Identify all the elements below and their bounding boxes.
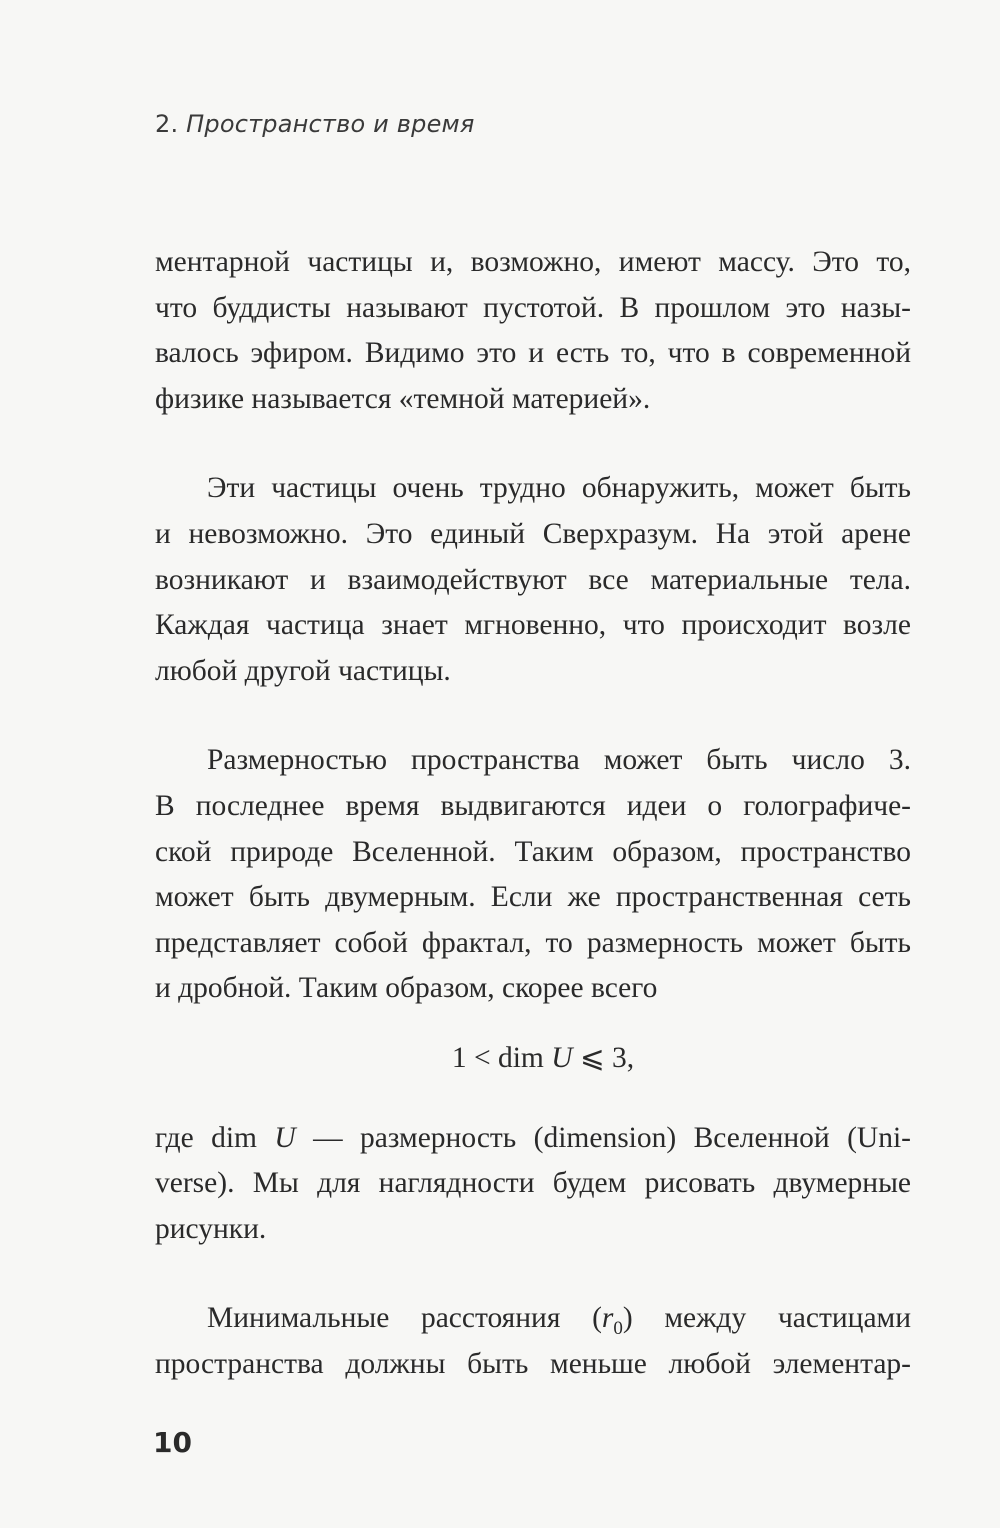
- page-number: 10: [153, 1426, 192, 1459]
- text-line: и дробной. Таким образом, скорее всего: [155, 972, 658, 1005]
- text-line: Каждая частица знает мгновенно, что происходит возле: [155, 609, 911, 642]
- text-line: В последнее время выдвигаются идеи о голографиче-: [155, 789, 911, 822]
- paragraph: [155, 1296, 911, 1387]
- text-line: валось эфиром. Видимо это и есть то, что в современной: [155, 337, 911, 370]
- paragraph: [155, 466, 911, 694]
- text-line: что буддисты называют пустотой. В прошлом это назы-: [155, 291, 911, 324]
- text-line: представляет собой фрактал, то размерность может быть: [155, 926, 911, 959]
- text-line: пространства должны быть меньше любой элементар-: [155, 1347, 911, 1380]
- math-variable: r: [601, 1302, 614, 1335]
- formula-right: ⩽ 3,: [579, 1041, 635, 1074]
- text-line: ской природе Вселенной. Таким образом, пространство: [155, 835, 911, 868]
- text-line: verse). Мы для наглядности будем рисовать двумерные: [155, 1167, 911, 1200]
- text-line: Эти частицы очень трудно обнаружить, может быть: [207, 472, 911, 505]
- paragraph: [155, 738, 911, 1012]
- paragraph: [155, 240, 911, 422]
- formula-variable: U: [551, 1041, 573, 1074]
- text-line: физике называется «темной материей».: [155, 382, 651, 415]
- text-fragment: ) между частицами: [622, 1302, 912, 1335]
- paragraph: [155, 1116, 911, 1253]
- text-fragment: где dim: [155, 1121, 258, 1154]
- chapter-number: 2.: [155, 110, 179, 138]
- text-line: может быть двумерным. Если же пространственная сеть: [155, 881, 911, 914]
- text-fragment: Минимальные расстояния (: [207, 1302, 602, 1335]
- page-body: [155, 240, 911, 1387]
- chapter-title: Пространство и время: [186, 110, 475, 138]
- text-line: и невозможно. Это единый Сверхразум. На этой арене: [155, 517, 911, 550]
- text-line: рисунки.: [155, 1212, 267, 1245]
- text-line: возникают и взаимодействуют все материальные тела.: [155, 563, 911, 596]
- text-fragment: — размерность (dimension) Вселенной (Uni-: [313, 1121, 911, 1154]
- math-variable: U: [274, 1121, 296, 1154]
- text-line: ментарной частицы и, возможно, имеют массу. Это то,: [155, 246, 911, 278]
- math-subscript: 0: [613, 1318, 623, 1340]
- text-line: Размерностью пространства может быть число 3.: [207, 744, 911, 777]
- text-line: любой другой частицы.: [155, 654, 451, 687]
- running-header: [155, 110, 474, 138]
- display-formula: [155, 1036, 911, 1082]
- text-line: [155, 1296, 911, 1342]
- formula-left: 1 < dim: [451, 1041, 544, 1074]
- text-line: [155, 1116, 911, 1162]
